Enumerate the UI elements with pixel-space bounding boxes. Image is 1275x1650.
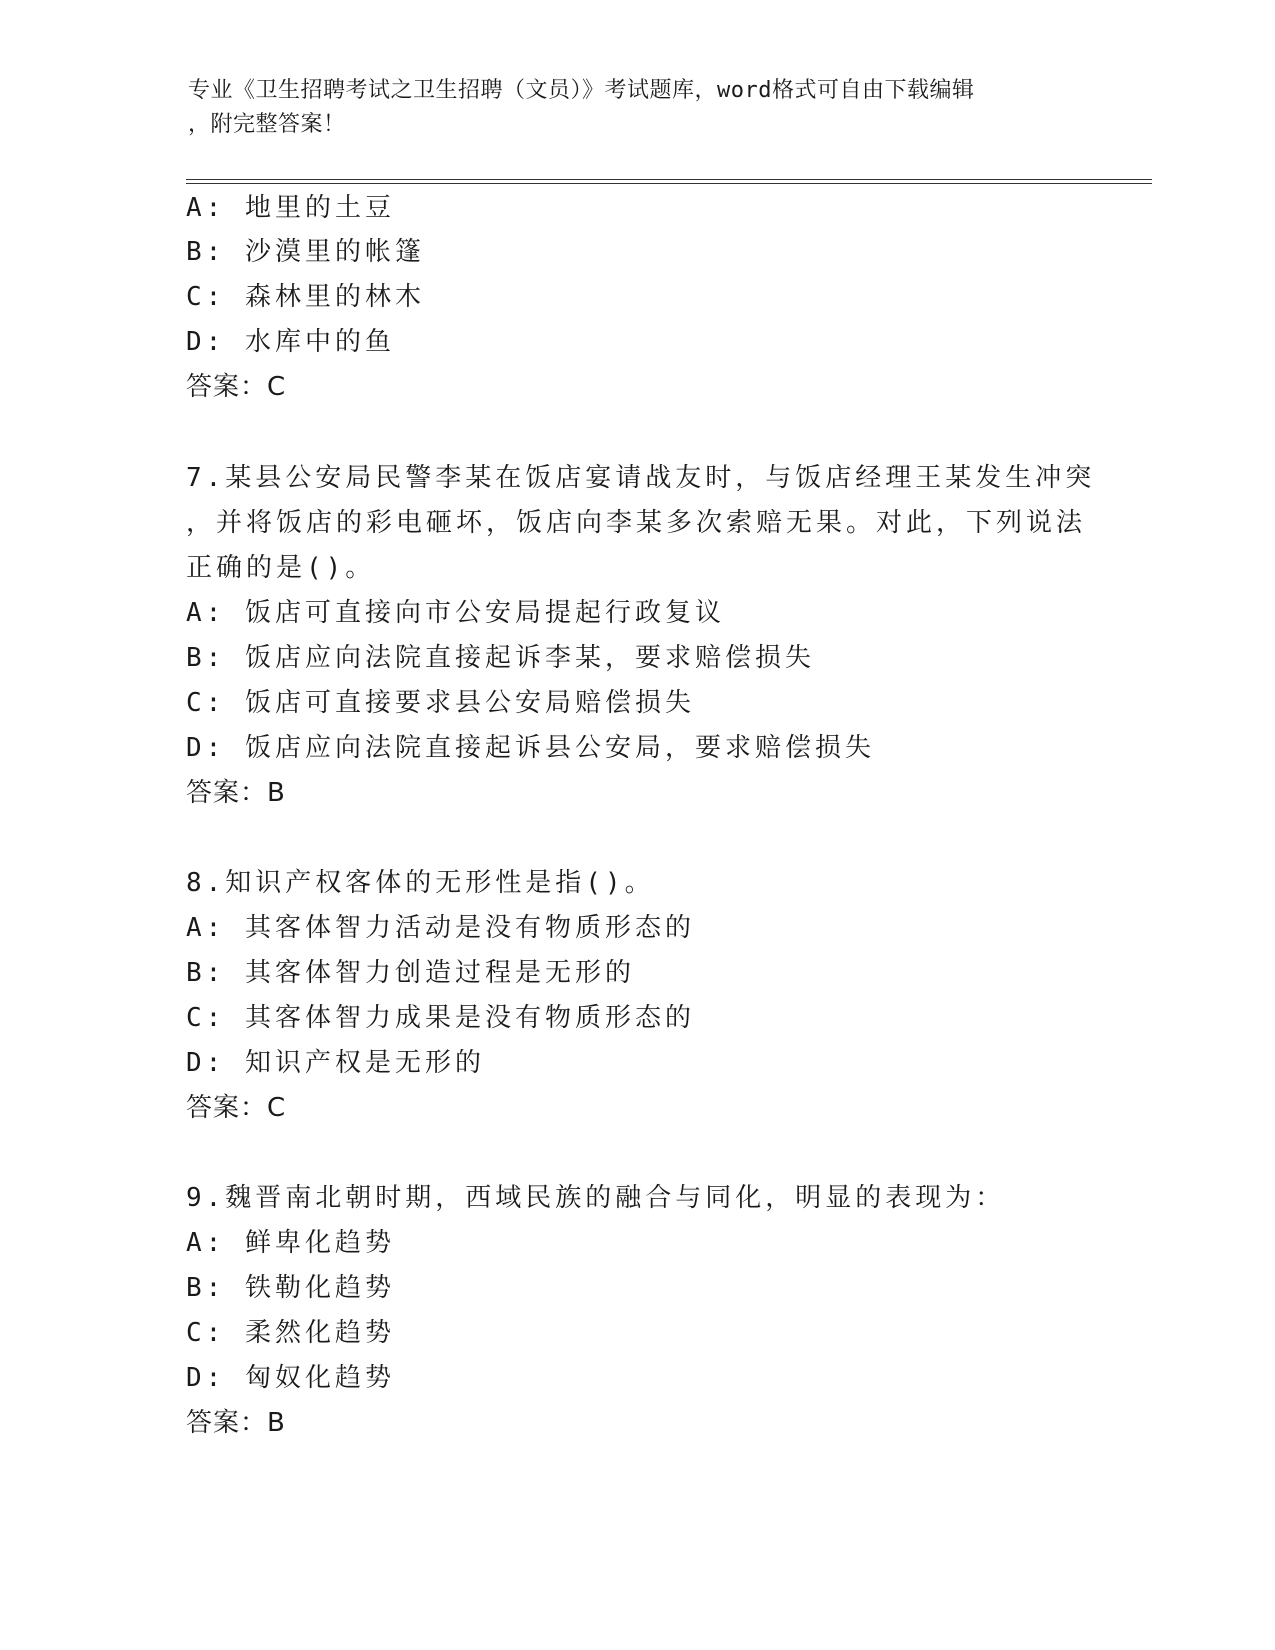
q8-option-b: B: 其客体智力创造过程是无形的 xyxy=(186,958,635,988)
q9-option-a: A: 鲜卑化趋势 xyxy=(186,1228,395,1258)
q9-answer: 答案：B xyxy=(186,1408,286,1438)
q7-option-b: B: 饭店应向法院直接起诉李某，要求赔偿损失 xyxy=(186,643,815,673)
q6-answer: 答案：C xyxy=(186,372,287,402)
q6-option-a: A: 地里的土豆 xyxy=(186,193,395,223)
q8-option-c: C: 其客体智力成果是没有物质形态的 xyxy=(186,1003,695,1033)
q8-option-a: A: 其客体智力活动是没有物质形态的 xyxy=(186,913,695,943)
q6-option-b: B: 沙漠里的帐篷 xyxy=(186,237,425,267)
q7-stem-line-2: ，并将饭店的彩电砸坏，饭店向李某多次索赔无果。对此，下列说法 xyxy=(186,508,1087,538)
header-rule-bottom xyxy=(186,183,1152,184)
header-line-1: 专业《卫生招聘考试之卫生招聘（文员）》考试题库，word格式可自由下载编辑 xyxy=(188,78,975,103)
q9-option-c: C: 柔然化趋势 xyxy=(186,1318,395,1348)
q8-answer: 答案：C xyxy=(186,1093,287,1123)
q7-stem-line-1: 7.某县公安局民警李某在饭店宴请战友时，与饭店经理王某发生冲突 xyxy=(186,463,1096,493)
q7-option-d: D: 饭店应向法院直接起诉县公安局，要求赔偿损失 xyxy=(186,733,875,763)
q9-option-b: B: 铁勒化趋势 xyxy=(186,1273,395,1303)
q6-option-d: D: 水库中的鱼 xyxy=(186,327,395,357)
q7-option-c: C: 饭店可直接要求县公安局赔偿损失 xyxy=(186,688,695,718)
q7-answer: 答案：B xyxy=(186,778,286,808)
q7-option-a: A: 饭店可直接向市公安局提起行政复议 xyxy=(186,598,725,628)
header-line-2: ，附完整答案！ xyxy=(188,112,346,137)
q6-option-c: C: 森林里的林木 xyxy=(186,282,425,312)
q9-option-d: D: 匈奴化趋势 xyxy=(186,1363,395,1393)
header-rule-top xyxy=(186,179,1152,180)
q8-stem-line-1: 8.知识产权客体的无形性是指()。 xyxy=(186,868,655,898)
q8-option-d: D: 知识产权是无形的 xyxy=(186,1048,485,1078)
q9-stem-line-1: 9.魏晋南北朝时期，西域民族的融合与同化，明显的表现为： xyxy=(186,1183,1006,1213)
document-header xyxy=(188,74,1088,142)
q7-stem-line-3: 正确的是()。 xyxy=(186,553,376,583)
